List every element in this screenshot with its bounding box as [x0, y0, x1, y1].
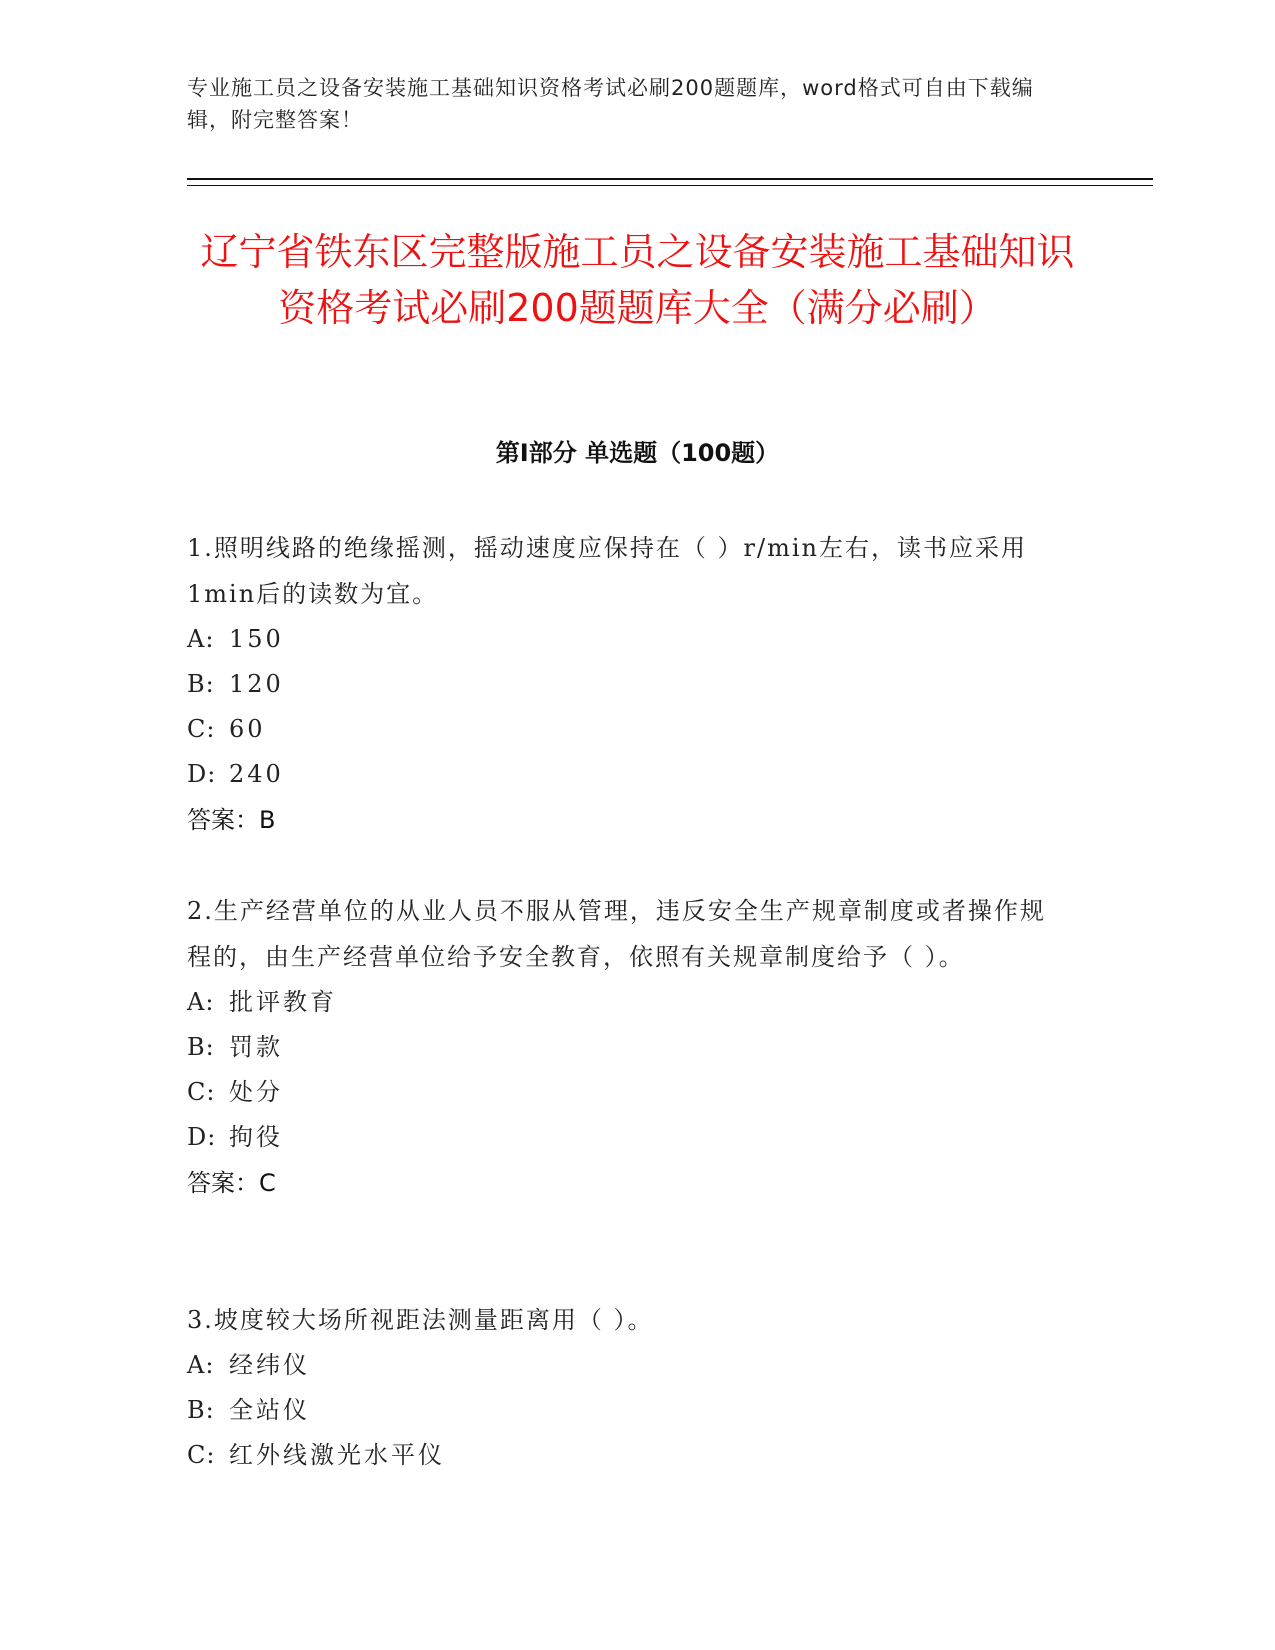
question-2 — [187, 888, 1067, 1206]
option-key: A: — [187, 1351, 215, 1379]
option-a — [187, 1343, 1067, 1388]
option-c — [187, 1070, 1067, 1115]
question-stem: 1.照明线路的绝缘摇测，摇动速度应保持在（ ）r/min左右，读书应采用1min后的读数为宜。 — [187, 534, 1027, 608]
option-text: 红外线激光水平仪 — [229, 1441, 445, 1469]
header-rule-thin — [187, 185, 1153, 186]
option-key: B: — [187, 670, 215, 698]
option-key: C: — [187, 1441, 216, 1469]
header-note: 专业施工员之设备安装施工基础知识资格考试必刷200题题库，word格式可自由下载编辑，附完整答案！ — [187, 76, 1034, 132]
option-key: B: — [187, 1396, 215, 1424]
option-text: 60 — [229, 715, 266, 743]
answer: 答案：C — [187, 1169, 276, 1197]
option-key: C: — [187, 1078, 216, 1106]
option-text: 150 — [229, 625, 284, 653]
option-b — [187, 1388, 1067, 1433]
option-b — [187, 662, 1067, 707]
option-a — [187, 980, 1067, 1025]
question-1 — [187, 525, 1067, 843]
question-stem: 3.坡度较大场所视距法测量距离用（ ）。 — [187, 1306, 654, 1334]
option-text: 拘役 — [229, 1123, 283, 1151]
option-a — [187, 617, 1067, 662]
option-key: C: — [187, 715, 216, 743]
question-3 — [187, 1297, 1067, 1478]
option-key: D: — [187, 760, 217, 788]
option-key: A: — [187, 988, 215, 1016]
option-text: 240 — [229, 760, 284, 788]
option-text: 120 — [229, 670, 284, 698]
option-c — [187, 1433, 1067, 1478]
question-stem: 2.生产经营单位的从业人员不服从管理，违反安全生产规章制度或者操作规程的，由生产经营单位给予安全教育，依照有关规章制度给予（ ）。 — [187, 897, 1046, 971]
option-key: D: — [187, 1123, 217, 1151]
option-text: 处分 — [229, 1078, 283, 1106]
document-title: 辽宁省铁东区完整版施工员之设备安装施工基础知识资格考试必刷200题题库大全（满分必刷） — [200, 230, 1075, 330]
option-key: B: — [187, 1033, 215, 1061]
option-c — [187, 707, 1067, 752]
header-rule-thick — [187, 178, 1153, 180]
option-text: 批评教育 — [229, 988, 337, 1016]
answer: 答案：B — [187, 806, 276, 834]
option-text: 经纬仪 — [229, 1351, 310, 1379]
option-text: 全站仪 — [229, 1396, 310, 1424]
section-title: 第I部分 单选题（100题） — [495, 439, 780, 467]
option-text: 罚款 — [229, 1033, 283, 1061]
option-d — [187, 752, 1067, 797]
option-d — [187, 1115, 1067, 1160]
option-key: A: — [187, 625, 215, 653]
option-b — [187, 1025, 1067, 1070]
